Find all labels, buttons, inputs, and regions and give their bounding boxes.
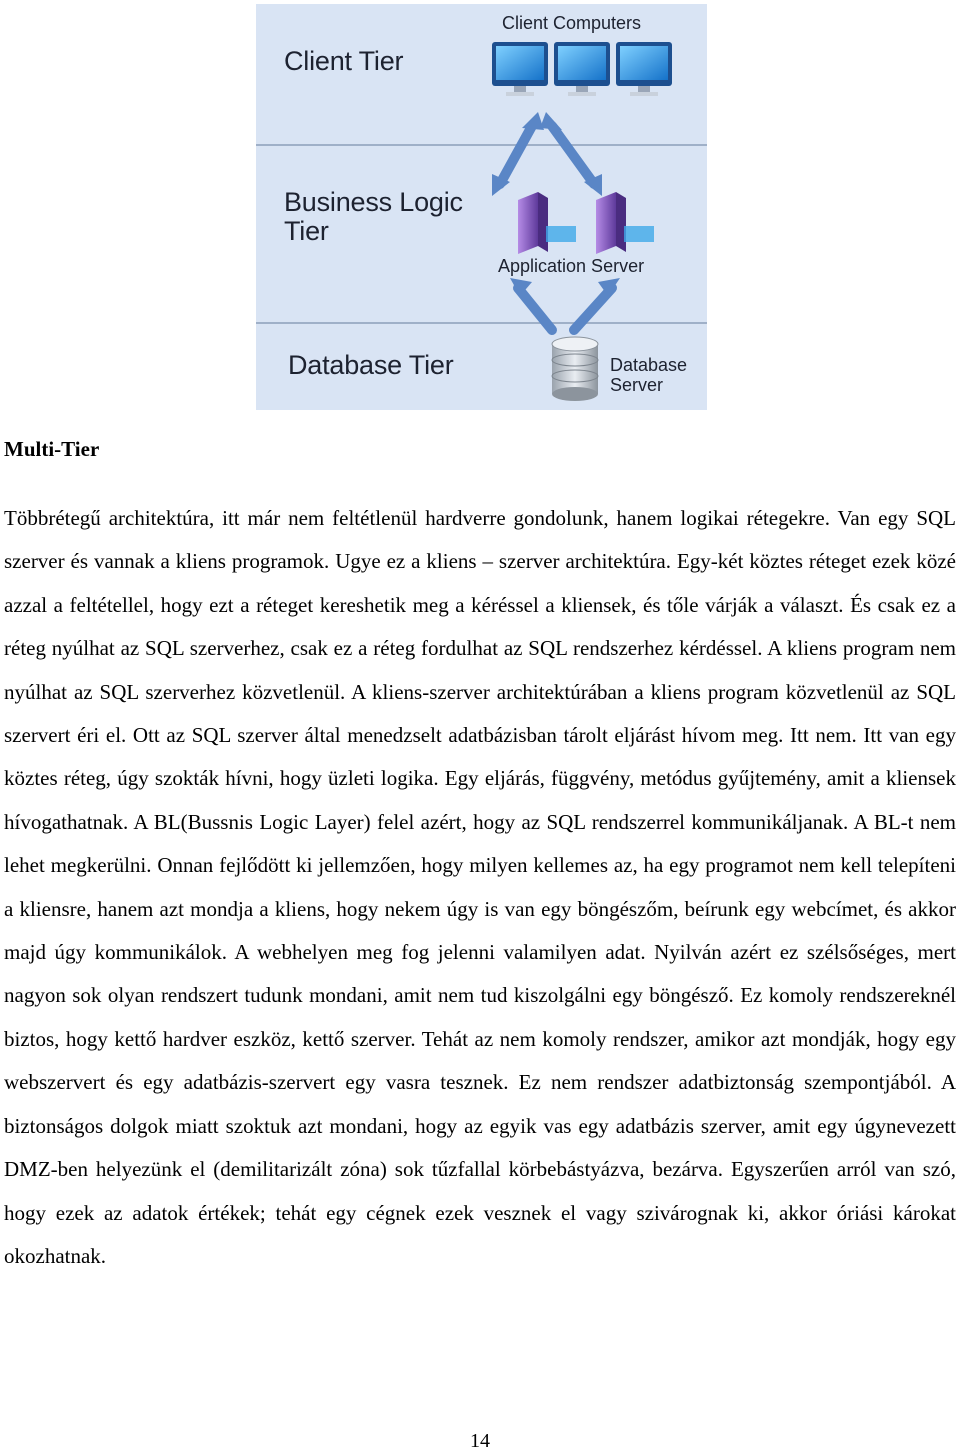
app-to-database-arrows-icon bbox=[518, 288, 612, 330]
database-server-label-line2: Server bbox=[610, 375, 664, 395]
diagram-graphics bbox=[256, 4, 707, 410]
client-monitor-3-icon bbox=[616, 42, 672, 96]
client-tier-label: Client Tier bbox=[284, 46, 404, 76]
body-paragraph: Többrétegű architektúra, itt már nem feltétlenül hardverre gondolunk, hanem logikai rétegekre. Van egy SQL szerver és vannak a kliens programok. Ugye ez a kliens – szerver architektúra. Egy-két köztes réteget ezek közé azzal a feltétellel, hogy ezt a réteget kereshetik meg a kéréssel a kliensek, és tőle várják a választ. És csak ez a réteg nyúlhat az SQL szerverhez, csak ez a réteg fordulhat az SQL rendszerhez kérdéssel. A kliens program nem nyúlhat az SQL szerverhez közvetlenül. A kliens-szerver architektúrában a kliens program közvetlenül az SQL szervert éri el. Ott az SQL szerver által menedzselt adatbázisban tárolt eljárást hívom meg. Itt nem. Itt van egy köztes réteg, úgy szokták hívni, hogy üzleti logika. Egy eljárás, függvény, metódus gyűjtemény, amit a kliensek hívogathatnak. A BL(Bussnis Logic Layer) felel azért, hogy az SQL rendszerrel kommunikáljanak. A BL-t nem lehet megkerülni. Onnan fejlődött ki jellemzően, hogy milyen kellemes az, ha egy programot nem kell telepíteni a kliensre, hanem azt mondja a kliens, hogy nekem úgy is van egy böngészőm, beírunk egy webcímet, és akkor majd úgy kommunikálok. A webhelyen meg fog jelenni valamilyen adat. Nyilván azért ez szélsőséges, mert nagyon sok olyan rendszert tudunk mondani, amit nem tud kiszolgálni egy böngésző. Ez komoly rendszereknél biztos, hogy kettő hardver eszköz, kettő szerver. Tehát az nem komoly rendszer, amikor azt mondják, hogy egy webszervert és egy adatbázis-szervert egy vasra tesznek. Ez nem rendszer adatbiztonság szempontjából. A biztonságos dolgok miatt szoktuk azt mondani, hogy az egyik vas egy adatbázis szerver, amit egy úgynevezett DMZ-ben helyezünk el (demilitarizált zóna) sok tűzfallal körbebástyázva, bezárva. Egyszerűen arról van szó, hogy ezek az adatok értékek; tehát egy cégnek ezek vesznek el vagy szivárognak ki, akkor óriási károkat okozhatnak. bbox=[4, 506, 956, 1268]
application-server-label: Application Server bbox=[498, 256, 645, 276]
section-heading: Multi-Tier bbox=[4, 437, 100, 461]
client-monitor-2-icon bbox=[554, 42, 610, 96]
business-logic-label-line1: Business Logic bbox=[284, 187, 463, 217]
client-monitor-1-icon bbox=[492, 42, 548, 96]
business-logic-label-line2: Tier bbox=[284, 216, 329, 246]
client-computers-label: Client Computers bbox=[502, 13, 642, 33]
database-server-label-line1: Database bbox=[610, 355, 688, 375]
database-tier-label: Database Tier bbox=[288, 350, 454, 380]
client-to-app-arrows-icon bbox=[500, 126, 594, 184]
page-number: 14 bbox=[470, 1430, 490, 1452]
application-server-2-icon bbox=[596, 192, 654, 254]
application-server-1-icon bbox=[518, 192, 576, 254]
database-server-icon bbox=[552, 337, 598, 401]
three-tier-diagram bbox=[256, 4, 707, 410]
